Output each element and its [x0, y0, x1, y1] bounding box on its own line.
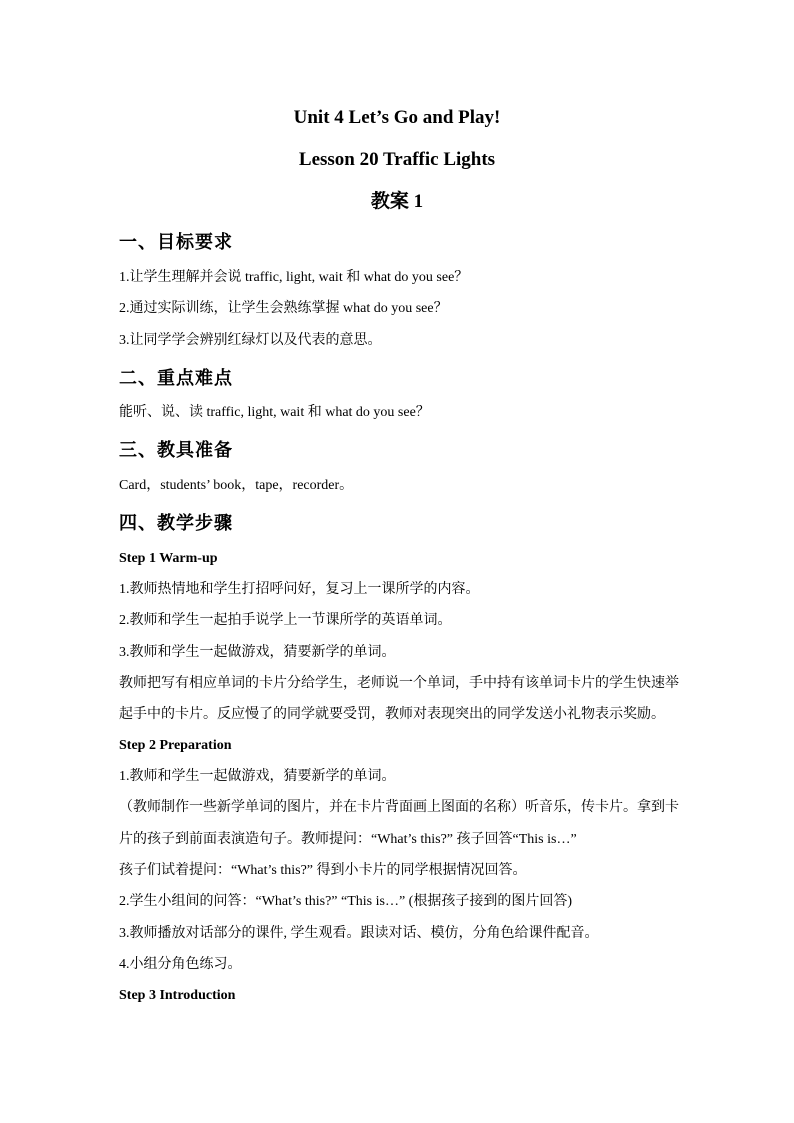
doc-title-unit: Unit 4 Let’s Go and Play! [293, 107, 501, 128]
step-3-title: Step 3 Introduction [119, 988, 236, 1003]
objective-item-1: 1.让学生理解并会说 traffic, light, wait 和 what do you see？ [119, 270, 469, 285]
step-1-line-5: 起手中的卡片。反应慢了的同学就要受罚，教师对表现突出的同学发送小礼物表示奖励。 [119, 707, 665, 722]
step-2-line-7: 4.小组分角色练习。 [119, 957, 242, 972]
doc-title-plan: 教案 1 [370, 191, 424, 212]
step-2-line-4: 孩子们试着提问：“What’s this?” 得到小卡片的同学根据情况回答。 [119, 863, 527, 878]
step-1-line-4: 教师把写有相应单词的卡片分给学生，老师说一个单词，手中持有该单词卡片的学生快速举 [119, 676, 679, 691]
section-materials-heading: 三、教具准备 [119, 440, 233, 460]
step-1-line-3: 3.教师和学生一起做游戏，猜要新学的单词。 [119, 645, 396, 660]
step-2-title: Step 2 Preparation [119, 738, 232, 753]
step-2-line-3: 片的孩子到前面表演造句子。教师提问：“What’s this?” 孩子回答“This is…” [119, 832, 577, 847]
step-2-line-5: 2.学生小组间的问答：“What’s this?” “This is…” (根据孩子接到的图片回答) [119, 894, 573, 909]
step-1-line-1: 1.教师热情地和学生打招呼问好，复习上一课所学的内容。 [119, 582, 480, 597]
section-keypoints-heading: 二、重点难点 [119, 368, 233, 388]
step-2-line-1: 1.教师和学生一起做游戏，猜要新学的单词。 [119, 769, 396, 784]
objective-item-3: 3.让同学学会辨别红绿灯以及代表的意思。 [119, 333, 382, 348]
keypoints-text: 能听、说、读 traffic, light, wait 和 what do you see？ [119, 405, 430, 420]
step-1-title: Step 1 Warm-up [119, 551, 218, 566]
section-objectives-heading: 一、目标要求 [119, 232, 233, 252]
step-1-line-2: 2.教师和学生一起拍手说学上一节课所学的英语单词。 [119, 613, 452, 628]
step-2-line-2: （教师制作一些新学单词的图片，并在卡片背面画上图面的名称）听音乐，传卡片。拿到卡 [119, 800, 679, 815]
doc-title-lesson: Lesson 20 Traffic Lights [298, 149, 496, 170]
step-2-line-6: 3.教师播放对话部分的课件, 学生观看。跟读对话、模仿，分角色给课件配音。 [119, 926, 599, 941]
section-steps-heading: 四、教学步骤 [119, 513, 233, 533]
materials-text: Card，students’ book，tape，recorder。 [119, 478, 354, 493]
objective-item-2: 2.通过实际训练，让学生会熟练掌握 what do you see？ [119, 301, 448, 316]
